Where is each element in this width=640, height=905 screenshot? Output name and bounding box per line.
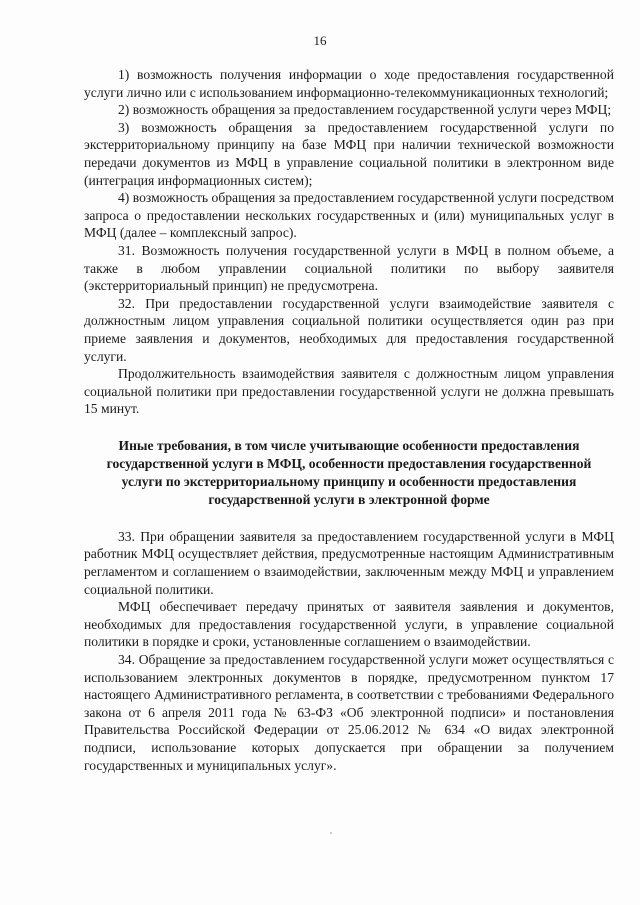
paragraph-mfc-transfer: МФЦ обеспечивает передачу принятых от заявителя заявления и документов, необходимых для предоставления государственной услуги, в управление социальной политики в порядке и сроки, установленные соглашением о взаимодействии.: [84, 599, 614, 650]
section-heading: Иные требования, в том числе учитывающие особенности предоставления государственной услуги в МФЦ, особенности предоставления государственной услуги по экстерриториальному принципу и особенности предоставления государственной услуги в электронной форме: [106, 437, 592, 507]
paragraph-item-3: 3) возможность обращения за предоставлением государственной услуги по экстерриториальному принципу на базе МФЦ при наличии технической возможности передачи документов из МФЦ в управление социальной политики в электронном виде (интеграция информационных систем);: [84, 119, 614, 188]
paragraph-item-2: 2) возможность обращения за предоставлением государственной услуги через МФЦ;: [118, 102, 612, 118]
paragraph-clause-34: 34. Обращение за предоставлением государственной услуги может осуществляться с использованием электронных документов в порядке, предусмотренном пунктом 17 настоящего Административного регламента, в соответствии с требованиями Федерального закона от 6 апреля 2011 года № 63-ФЗ «Об электронной подписи» и постановления Правительства Российской Федерации от 25.06.2012 № 634 «О видах электронной подписи, использование которых допускается при обращении за получением государственных и муниципальных услуг».: [84, 652, 614, 773]
paragraph-clause-31: 31. Возможность получения государственной услуги в МФЦ в полном объеме, а также в любом управлении социальной политики по выбору заявителя (экстерриториальный принцип) не предусмотрена.: [84, 242, 614, 294]
paragraph-item-1: 1) возможность получения информации о ходе предоставления государственной услуги лично или с использованием информационно-телекоммуникационных технологий;: [84, 67, 614, 100]
page-body: [84, 66, 614, 774]
paragraph-clause-32: 32. При предоставлении государственной услуги взаимодействие заявителя с должностным лицом управления социальной политики осуществляется один раз при приеме заявления и документов, необходимых для предоставления государственной услуги.: [84, 295, 614, 364]
scan-speck: [330, 832, 332, 834]
paragraph-duration: Продолжительность взаимодействия заявителя с должностным лицом управления социальной политики при предоставлении государственной услуги не должна превышать 15 минут.: [84, 366, 614, 417]
page-number: 16: [313, 33, 327, 48]
paragraph-item-4: 4) возможность обращения за предоставлением государственной услуги посредством запроса о предоставлении нескольких государственных и (или) муниципальных услуг в МФЦ (далее – комплексный запрос).: [84, 190, 614, 241]
paragraph-clause-33: 33. При обращении заявителя за предоставлением государственной услуги в МФЦ работник МФЦ осуществляет действия, предусмотренные настоящим Административным регламентом и соглашением о взаимодействии, заключенным между МФЦ и управлением социальной политики.: [84, 528, 614, 597]
